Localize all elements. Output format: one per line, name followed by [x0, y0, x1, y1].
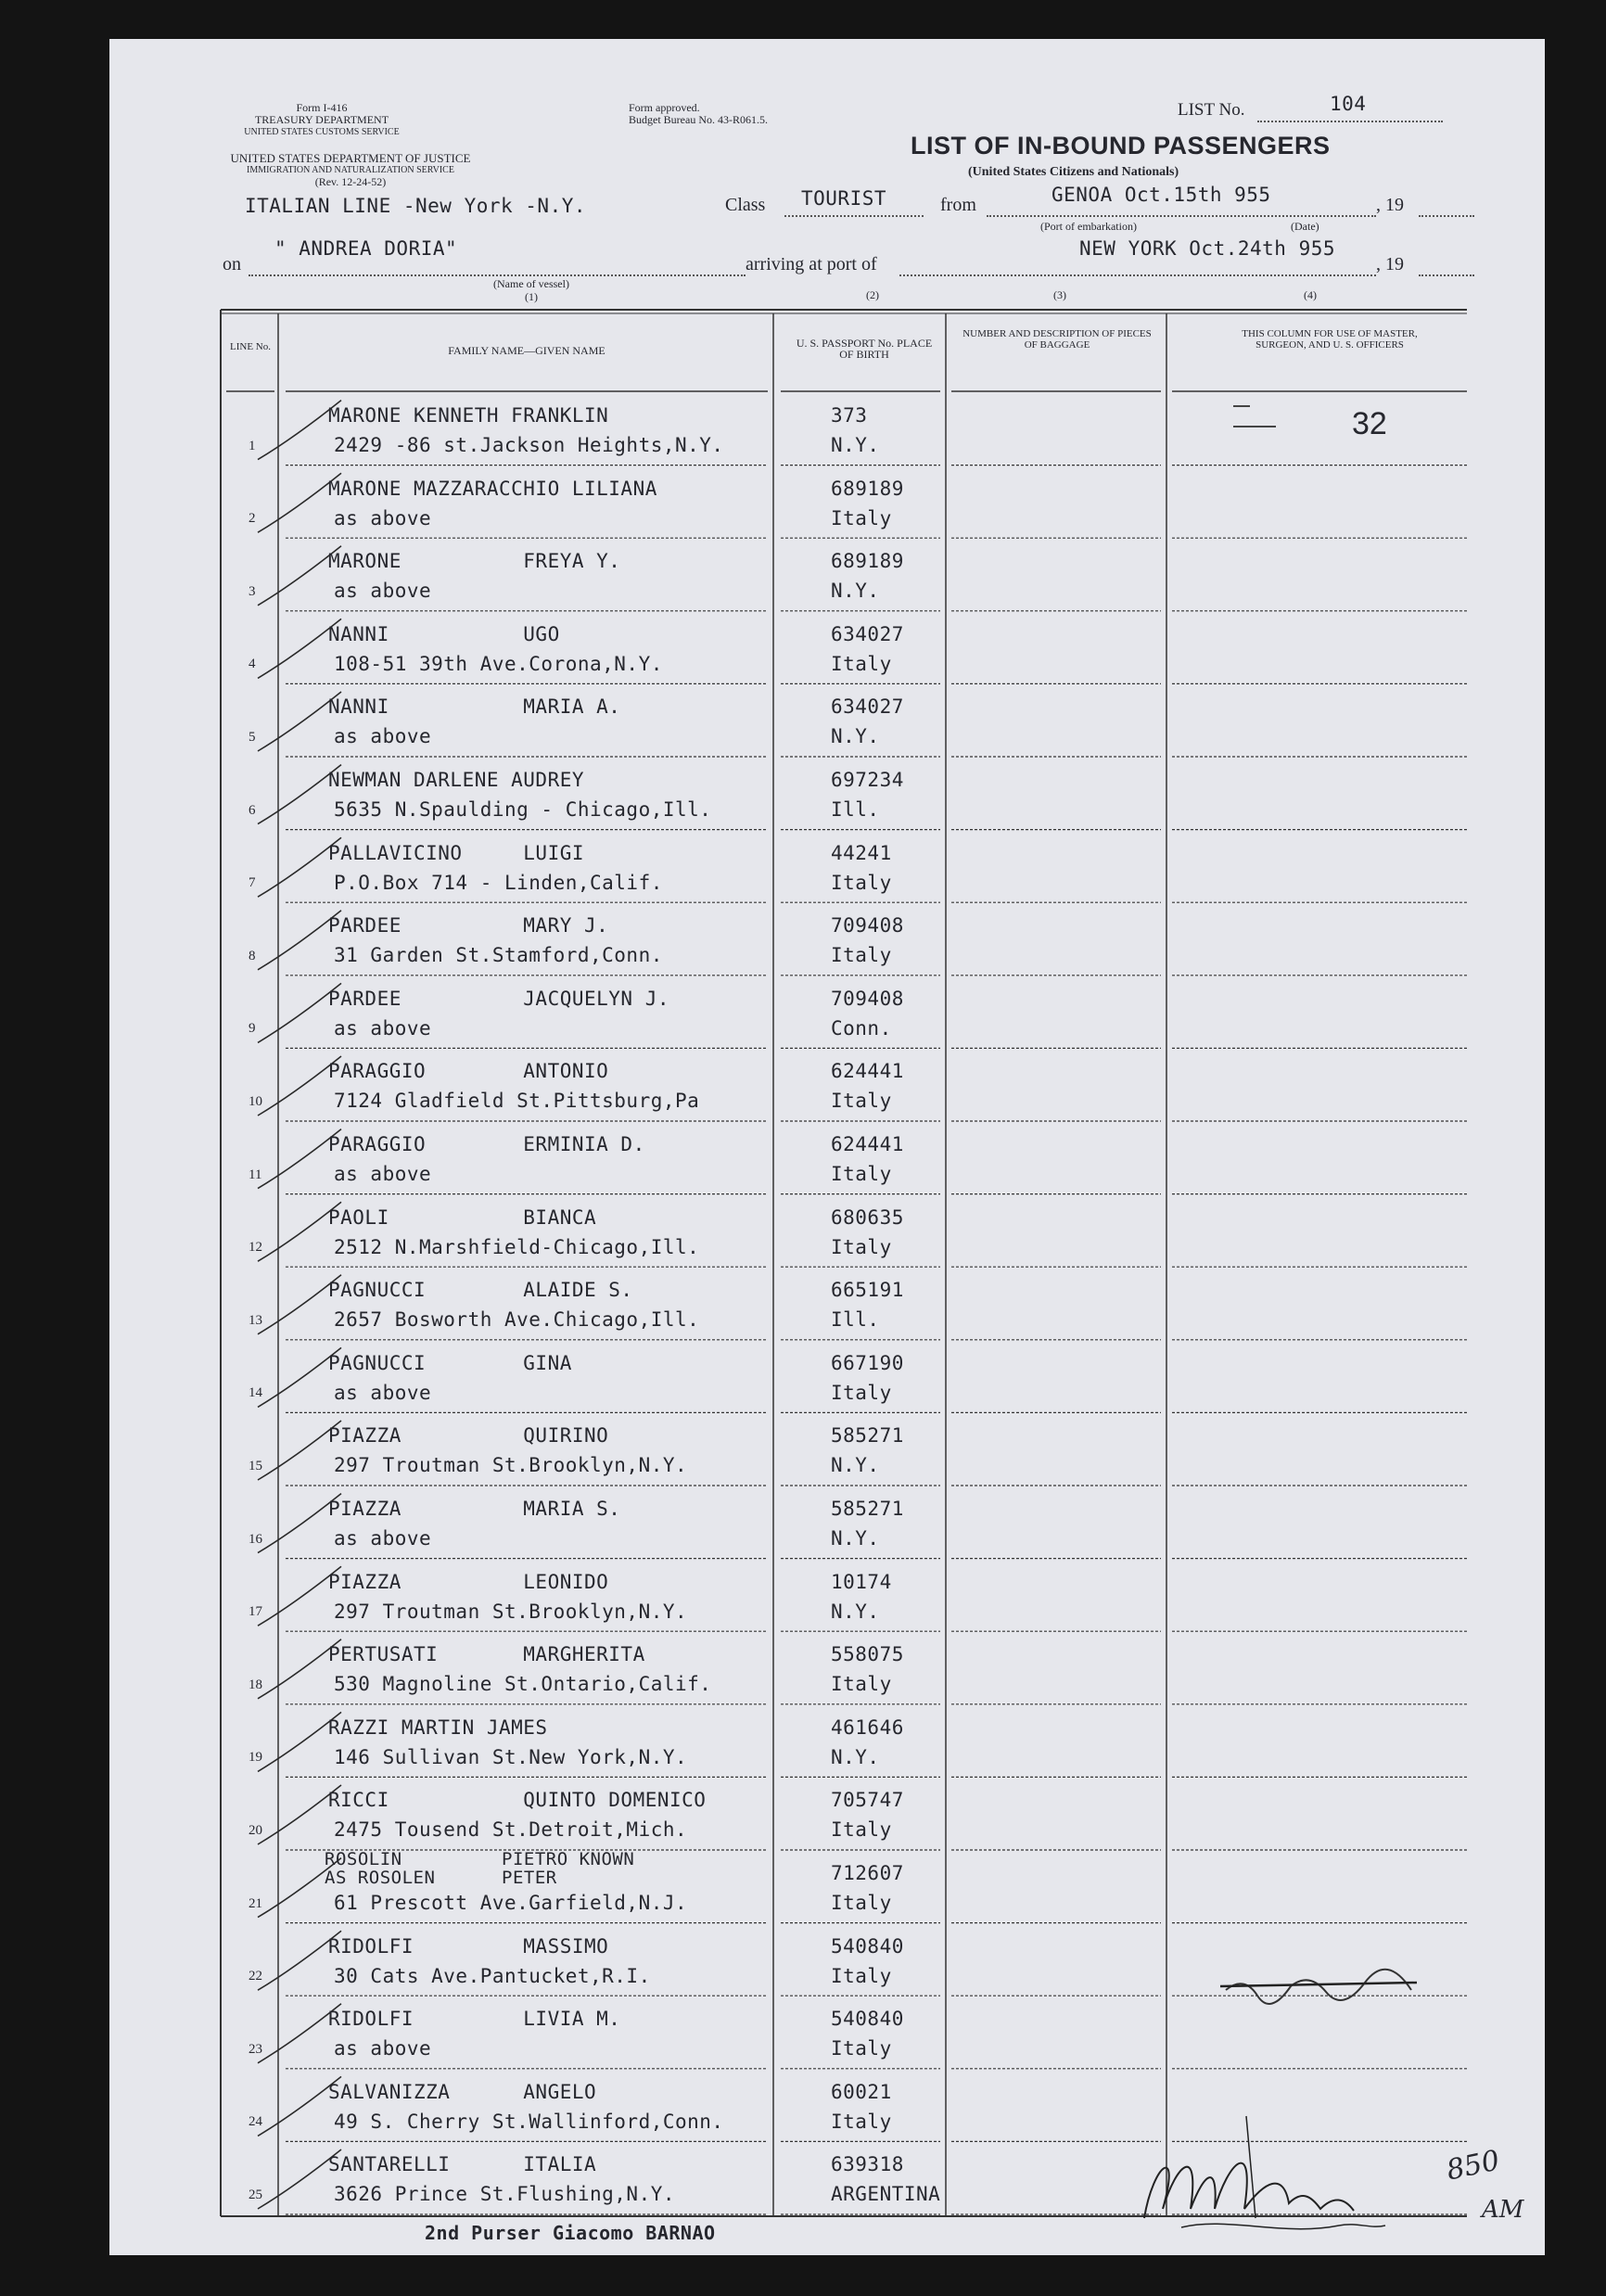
line-number: 13: [249, 1312, 262, 1328]
line-number: 20: [249, 1822, 262, 1838]
passport-number: 585271: [831, 1498, 904, 1520]
passenger-name: RIDOLFI LIVIA M.: [328, 2008, 621, 2031]
passenger-address: 5635 N.Spaulding - Chicago,Ill.: [334, 798, 712, 821]
line-number: 4: [249, 657, 256, 672]
date-label: (Date): [1291, 220, 1319, 233]
place-of-birth: Conn.: [831, 1016, 892, 1040]
passport-number: 44241: [831, 841, 892, 864]
passport-number: 680635: [831, 1205, 904, 1229]
passenger-address: 297 Troutman St.Brooklyn,N.Y.: [334, 1600, 688, 1623]
passenger-address: 61 Prescott Ave.Garfield,N.J.: [334, 1892, 688, 1914]
col-index-3: (3): [1053, 288, 1066, 301]
place-of-birth: Italy: [831, 1235, 892, 1258]
table-row: [109, 539, 1545, 612]
line-number: 5: [249, 729, 256, 745]
passenger-name: NEWMAN DARLENE AUDREY: [328, 769, 585, 791]
line-number: 15: [249, 1458, 262, 1473]
passenger-address: 2657 Bosworth Ave.Chicago,Ill.: [334, 1308, 700, 1332]
table-row: [109, 684, 1545, 758]
time-note: 850: [1443, 2144, 1503, 2188]
officer-count: 32: [1352, 406, 1387, 441]
col-header-passport: U. S. PASSPORT No. PLACE OF BIRTH: [796, 337, 933, 361]
place-of-birth: Italy: [831, 1673, 892, 1696]
vessel-name: " ANDREA DORIA": [274, 237, 458, 260]
passenger-name: PERTUSATI MARGHERITA: [328, 1643, 645, 1666]
passenger-address: as above: [334, 1527, 432, 1550]
treasury-dept: TREASURY DEPARTMENT: [254, 113, 389, 126]
form-number: Form I-416: [296, 101, 348, 114]
place-of-birth: N.Y.: [831, 434, 880, 456]
passenger-name-alias: AS ROSOLEN PETER: [325, 1868, 557, 1888]
col-index-1: (1): [525, 290, 538, 303]
col-index-2: (2): [866, 288, 879, 301]
table-row: [109, 976, 1545, 1050]
line-number: 22: [249, 1969, 262, 1984]
passenger-address: 3626 Prince St.Flushing,N.Y.: [334, 2183, 676, 2206]
place-of-birth: N.Y.: [831, 1527, 880, 1550]
passport-number: 540840: [831, 1934, 904, 1958]
passport-number: 705747: [831, 1789, 904, 1812]
passenger-address: as above: [334, 1381, 432, 1404]
place-of-birth: Italy: [831, 2110, 892, 2133]
line-number: 1: [249, 438, 256, 453]
line-number: 11: [249, 1167, 262, 1182]
on-label: on: [223, 254, 241, 274]
place-of-birth: Italy: [831, 1964, 892, 1987]
page-subtitle: (United States Citizens and Nationals): [968, 165, 1179, 179]
table-row: [109, 1705, 1545, 1779]
table-row: [109, 1049, 1545, 1122]
passport-number: 712607: [831, 1862, 904, 1884]
table-row: [109, 903, 1545, 976]
table-row: [109, 1268, 1545, 1341]
place-of-birth: N.Y.: [831, 580, 880, 603]
form-approved: Form approved. Budget Bureau No. 43-R061.5.: [629, 101, 768, 126]
place-of-birth: Italy: [831, 2037, 892, 2060]
table-row: [109, 1778, 1545, 1851]
officer-signature: [1126, 2107, 1422, 2246]
line-number: 7: [249, 875, 256, 891]
passport-number: 634027: [831, 622, 904, 645]
line-number: 12: [249, 1240, 262, 1256]
passenger-name: RICCI QUINTO DOMENICO: [328, 1789, 707, 1812]
line-number: 24: [249, 2114, 262, 2130]
line-number: 19: [249, 1750, 262, 1766]
place-of-birth: Italy: [831, 1381, 892, 1404]
passenger-address: 108-51 39th Ave.Corona,N.Y.: [334, 652, 663, 675]
line-number: 9: [249, 1021, 256, 1037]
table-row: [109, 466, 1545, 540]
passenger-name: PARAGGIO ERMINIA D.: [328, 1133, 645, 1155]
passport-number: 634027: [831, 695, 904, 719]
page-title: LIST OF IN-BOUND PASSENGERS: [911, 132, 1331, 159]
year-label: , 19: [1376, 195, 1404, 215]
place-of-birth: N.Y.: [831, 725, 880, 748]
vessel-label: (Name of vessel): [493, 277, 569, 290]
passport-number: 697234: [831, 769, 904, 791]
line-number: 23: [249, 2041, 262, 2057]
passport-number: 373: [831, 404, 868, 427]
line-number: 21: [249, 1895, 262, 1911]
place-of-birth: Italy: [831, 506, 892, 529]
passenger-address: as above: [334, 2037, 432, 2060]
from-label: from: [940, 195, 976, 215]
struck-out-scribble: [1217, 1962, 1430, 2018]
passport-number: 624441: [831, 1060, 904, 1083]
line-number: 6: [249, 802, 256, 818]
line-number: 25: [249, 2187, 262, 2202]
time-ampm: AM: [1482, 2196, 1524, 2224]
place-of-birth: Italy: [831, 1090, 892, 1113]
justice-header: UNITED STATES DEPARTMENT OF JUSTICE IMMIGRATION AND NATURALIZATION SERVICE (Rev. 12-24-52): [230, 151, 471, 188]
place-of-birth: Italy: [831, 1892, 892, 1914]
table-row: [109, 1632, 1545, 1705]
table-row: [109, 831, 1545, 904]
passenger-name: PIAZZA MARIA S.: [328, 1498, 621, 1520]
passenger-name: SANTARELLI ITALIA: [328, 2153, 597, 2176]
place-of-birth: Italy: [831, 1818, 892, 1842]
table-row: [109, 1413, 1545, 1486]
passenger-address: 7124 Gladfield St.Pittsburg,Pa: [334, 1090, 700, 1113]
line-company: ITALIAN LINE -New York -N.Y.: [245, 195, 587, 217]
passenger-name: ROSOLIN PIETRO KNOWN: [325, 1849, 635, 1869]
arriving-value: NEW YORK Oct.24th 955: [1079, 237, 1336, 260]
passenger-address: P.O.Box 714 - Linden,Calif.: [334, 871, 663, 894]
passenger-address: as above: [334, 506, 432, 529]
passport-number: 665191: [831, 1279, 904, 1302]
place-of-birth: Italy: [831, 944, 892, 967]
line-number: 10: [249, 1093, 262, 1109]
officer-dash-marks: [1230, 397, 1285, 434]
passport-number: 60021: [831, 2080, 892, 2103]
passenger-address: 297 Troutman St.Brooklyn,N.Y.: [334, 1454, 688, 1477]
table-row: [109, 1341, 1545, 1414]
passenger-address: as above: [334, 1016, 432, 1040]
from-value: GENOA Oct.15th 955: [1052, 184, 1271, 206]
col-header-name: FAMILY NAME—GIVEN NAME: [448, 344, 605, 357]
place-of-birth: Ill.: [831, 798, 880, 821]
line-number: 16: [249, 1531, 262, 1547]
passenger-address: 146 Sullivan St.New York,N.Y.: [334, 1745, 688, 1768]
passport-number: 540840: [831, 2008, 904, 2031]
list-number: 104: [1330, 93, 1367, 115]
passport-number: 667190: [831, 1351, 904, 1374]
manifest-page: Form I-416 TREASURY DEPARTMENT UNITED STATES CUSTOMS SERVICE Form approved. Budget Bureau No. 43-R061.5. UNITED STATES DEPARTMENT OF JUSTICE IMMIGRATION AND NATURALIZATION SERVICE (Rev. 12-24-52) LIST No. 104 LIST OF IN-BOUND PASSENGERS (United States Citizens and Nationals) ITALIAN LINE -New York -N.Y. Class TOURIST from GENOA Oct.15th 955 , 19 (Port of embarkation) (Date) on " ANDREA DORIA" (Name of vessel) arriving at port of NEW YORK Oct.24th 955 , 19 (1) (2) (3) (4) LINE No. FAMILY NAME—GIVEN NAME U. S. PASSPORT No. PLACE OF BIRTH NUMBER AND DESCRIPTION OF PIECES OF BAGGAGE THIS COLUMN FOR USE OF MASTER, SURGEON, AND U. S. OFFICERS 1 MARONE KENNETH FRANKLIN 2429 -86 st.Jackson Heights,N.Y. 373 N.Y. 2 MARONE MAZZARACCHIO LILIANA as above 689189 Italy 3 MARONE FREYA Y. as above 689189 N.Y. 4 NANNI UGO 108-51 39th Ave.Corona,N.Y. 634027 Italy 5 NANNI MARIA A. as above 634027 N.Y. 6 NEWMAN DARLENE AUDREY 5635 N.Spaulding - Chicago,Ill. 697234 Ill. 7 PALLAVICINO LUIGI P.O.Box 714 - Linden,Calif. 44241 Italy 8 PARDEE MARY J. 31 Garden St.Stamford,Conn. 709408 Italy 9 PARDEE JACQUELYN J. as above 709408 Conn. 10 PARAGGIO ANTONIO 7124 Gladfield St.Pittsburg,Pa 624441 Italy 11 PARAGGIO ERMINIA D. as above 624441 Italy 12 PAOLI BIANCA 2512 N.Marshfield-Chicago,Ill. 680635 Italy 13 PAGNUCCI ALAIDE S. 2657 Bosworth Ave.Chicago,Ill. 665191 Ill. 14 PAGNUCCI GINA as above 667190 Italy 15 PIAZZA QUIRINO 297 Troutman St.Brooklyn,N.Y. 585271 N.Y. 16 PIAZZA MARIA S. as above 585271 N.Y. 17 PIAZZA LEONIDO 297 Troutman St.Brooklyn,N.Y. 10174 N.Y. 18 PERTUSATI MARGHERITA 530 Magnoline St.Ontario,Calif. 558075 Italy 19 RAZZI MARTIN JAMES 146 Sullivan St.New York,N.Y. 461646 N.Y. 20 RICCI QUINTO DOMENICO 2475 Tousend St.Detroit,Mich. 705747 Italy 21 ROSOLIN PIETRO KNOWN AS ROSOLEN PETER 61 Prescott Ave.Garfield,N.J. 712607 Italy 22 RIDOLFI MASSIMO 30 Cats Ave.Pantucket,R.I. 540840 Italy 23 RIDOLFI LIVIA M. as above 540840 Italy 24 SALVANIZZA ANGELO 49 S. Cherry St.Wallinford,Conn. 60021 Italy 25 SANTARELLI ITALIA 3626 Prince St.Flushing,N.Y. 639318 ARGENTINA 32 850 AM 2nd Purser Giacomo BARNAO: [109, 39, 1545, 2255]
passenger-name: PARDEE MARY J.: [328, 914, 609, 938]
passport-number: 585271: [831, 1424, 904, 1448]
place-of-birth: N.Y.: [831, 1745, 880, 1768]
passenger-name: RIDOLFI MASSIMO: [328, 1934, 609, 1958]
passenger-name: MARONE KENNETH FRANKLIN: [328, 404, 609, 427]
col-header-officers: THIS COLUMN FOR USE OF MASTER, SURGEON, AND U. S. OFFICERS: [1242, 328, 1418, 351]
passenger-name: PARDEE JACQUELYN J.: [328, 987, 670, 1010]
passenger-name: RAZZI MARTIN JAMES: [328, 1716, 548, 1739]
table-row: [109, 1195, 1545, 1269]
place-of-birth: ARGENTINA: [831, 2183, 941, 2206]
table-row: [109, 1486, 1545, 1560]
passport-number: 558075: [831, 1643, 904, 1666]
passport-number: 10174: [831, 1570, 892, 1593]
list-number-label: LIST No.: [1178, 100, 1245, 120]
place-of-birth: Italy: [831, 871, 892, 894]
passport-number: 689189: [831, 550, 904, 573]
passenger-address: 2429 -86 st.Jackson Heights,N.Y.: [334, 434, 724, 456]
line-number: 2: [249, 511, 256, 527]
passenger-name: PIAZZA QUIRINO: [328, 1424, 609, 1448]
table-row: [109, 612, 1545, 685]
purser-signature: 2nd Purser Giacomo BARNAO: [425, 2222, 716, 2244]
place-of-birth: N.Y.: [831, 1600, 880, 1623]
arriving-label: arriving at port of: [746, 254, 877, 274]
place-of-birth: Ill.: [831, 1308, 880, 1332]
passenger-address: as above: [334, 580, 432, 603]
port-embarkation-label: (Port of embarkation): [1040, 220, 1137, 233]
passport-number: 624441: [831, 1133, 904, 1155]
customs-service: UNITED STATES CUSTOMS SERVICE: [244, 127, 400, 137]
passenger-name: PARAGGIO ANTONIO: [328, 1060, 609, 1083]
passport-number: 461646: [831, 1716, 904, 1739]
passenger-name: NANNI UGO: [328, 622, 560, 645]
line-number: 8: [249, 948, 256, 963]
passenger-address: 2512 N.Marshfield-Chicago,Ill.: [334, 1235, 700, 1258]
passport-number: 709408: [831, 914, 904, 938]
passport-number: 709408: [831, 987, 904, 1010]
passenger-name: PIAZZA LEONIDO: [328, 1570, 609, 1593]
col-header-line: LINE No.: [230, 341, 271, 352]
passenger-address: as above: [334, 725, 432, 748]
line-number: 17: [249, 1604, 262, 1620]
table-row: [109, 1851, 1545, 1924]
line-number: 3: [249, 583, 256, 599]
passenger-name: PALLAVICINO LUIGI: [328, 841, 585, 864]
col-index-4: (4): [1304, 288, 1317, 301]
passenger-name: PAGNUCCI ALAIDE S.: [328, 1279, 633, 1302]
line-number: 18: [249, 1677, 262, 1692]
passenger-address: 530 Magnoline St.Ontario,Calif.: [334, 1673, 712, 1696]
table-row: [109, 393, 1545, 466]
passenger-address: 30 Cats Ave.Pantucket,R.I.: [334, 1964, 651, 1987]
passenger-address: 31 Garden St.Stamford,Conn.: [334, 944, 663, 967]
passenger-name: NANNI MARIA A.: [328, 695, 621, 719]
line-number: 14: [249, 1385, 262, 1401]
passenger-address: as above: [334, 1163, 432, 1185]
place-of-birth: N.Y.: [831, 1454, 880, 1477]
table-row: [109, 1122, 1545, 1195]
passenger-name: SALVANIZZA ANGELO: [328, 2080, 597, 2103]
passenger-name: PAOLI BIANCA: [328, 1205, 597, 1229]
table-row: [109, 1560, 1545, 1633]
class-label: Class: [725, 195, 766, 215]
class-value: TOURIST: [801, 187, 887, 210]
col-header-baggage: NUMBER AND DESCRIPTION OF PIECES OF BAGGAGE: [962, 328, 1152, 351]
place-of-birth: Italy: [831, 1163, 892, 1185]
passenger-name: PAGNUCCI GINA: [328, 1351, 572, 1374]
passenger-name: MARONE MAZZARACCHIO LILIANA: [328, 477, 657, 500]
passport-number: 689189: [831, 477, 904, 500]
place-of-birth: Italy: [831, 652, 892, 675]
table-row: [109, 758, 1545, 831]
passenger-address: 2475 Tousend St.Detroit,Mich.: [334, 1818, 688, 1842]
passport-number: 639318: [831, 2153, 904, 2176]
passenger-name: MARONE FREYA Y.: [328, 550, 621, 573]
passenger-address: 49 S. Cherry St.Wallinford,Conn.: [334, 2110, 724, 2133]
